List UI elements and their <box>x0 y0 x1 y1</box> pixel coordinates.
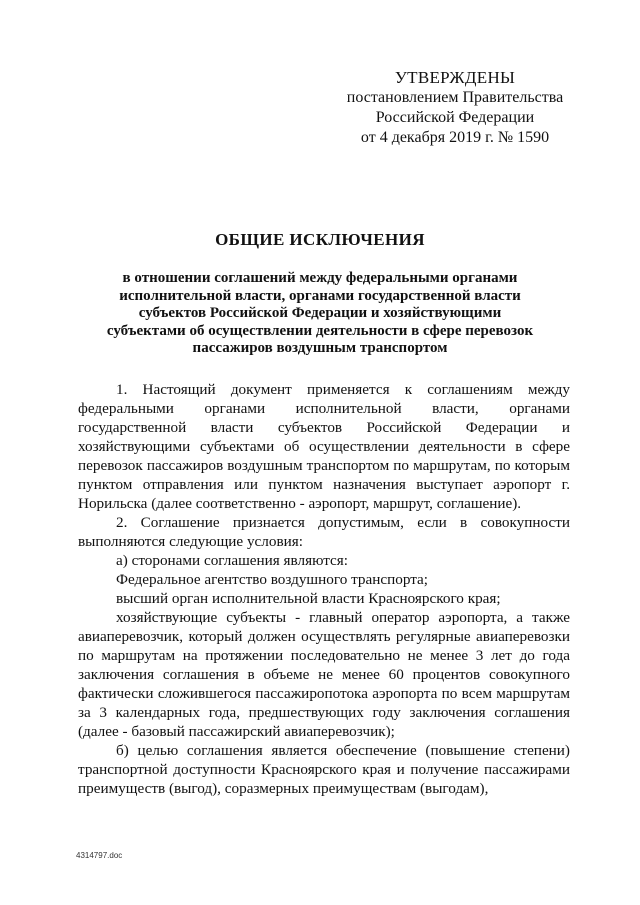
approval-date-line: от 4 декабря 2019 г. № 1590 <box>360 129 550 146</box>
document-file-code: 4314797.doc <box>76 851 123 860</box>
paragraph: Федеральное агентство воздушного транспорта; <box>116 571 429 588</box>
document-body <box>78 380 570 798</box>
approval-heading: УТВЕРЖДЕНЫ <box>394 68 516 87</box>
paragraph: б) целью соглашения является обеспечение (повышение степени) транспортной доступности Красноярского края и получение пассажирами преимуществ (выгод), соразмерных преимуществам (выгодам), <box>78 742 570 797</box>
subtitle-line: в отношении соглашений между федеральными органами <box>122 270 518 286</box>
subtitle-line: субъектами об осуществлении деятельности в сфере перевозок <box>106 322 534 339</box>
document-heading <box>70 230 570 358</box>
subtitle-line: исполнительной власти, органами государственной власти <box>119 287 521 304</box>
approval-line: Российской Федерации <box>375 109 535 126</box>
subtitle-line: субъектов Российской Федерации и хозяйствующими <box>138 305 502 321</box>
approval-line: постановлением Правительства <box>346 89 564 106</box>
approval-stamp <box>340 68 570 148</box>
paragraph: высший орган исполнительной власти Красноярского края; <box>116 590 501 607</box>
document-title: ОБЩИЕ ИСКЛЮЧЕНИЯ <box>215 230 425 249</box>
paragraph: 2. Соглашение признается допустимым, если в совокупности выполняются следующие условия: <box>78 514 570 550</box>
subtitle-line: пассажиров воздушным транспортом <box>192 340 448 356</box>
paragraph: 1. Настоящий документ применяется к соглашениям между федеральными органами исполнительной власти, органами государственной власти субъектов Российской Федерации и хозяйствующими субъектами об осуществлении деятельности в сфере перевозок пассажиров воздушным транспортом по маршрутам, по которым пунктом отправления или пунктом назначения выступает аэропорт г. Норильска (далее соответственно - аэропорт, маршрут, соглашение). <box>78 381 570 512</box>
document-subtitle <box>70 270 570 358</box>
paragraph: а) сторонами соглашения являются: <box>116 552 348 569</box>
paragraph: хозяйствующие субъекты - главный оператор аэропорта, а также авиаперевозчик, который должен осуществлять регулярные авиаперевозки по маршрутам на протяжении последовательно не менее 3 лет до года заключения соглашения в объеме не менее 60 процентов совокупного фактически сложившегося пассажиропотока аэропорта по всем маршрутам за 3 календарных года, предшествующих году заключения соглашения (далее - базовый пассажирский авиаперевозчик); <box>78 609 570 740</box>
